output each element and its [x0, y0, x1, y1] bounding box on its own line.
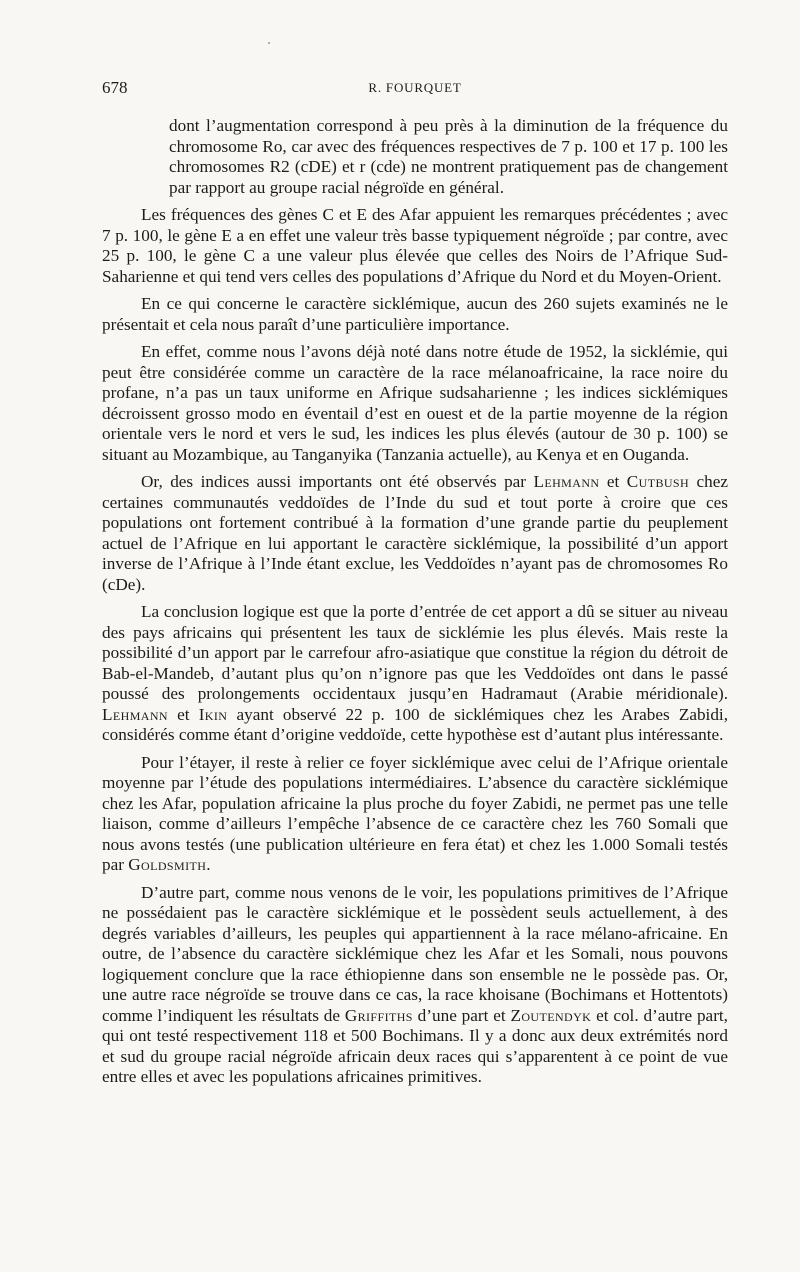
text-segment: et: [599, 472, 627, 491]
author-name: Lehmann: [533, 472, 600, 491]
author-name: Zoutendyk: [510, 1005, 592, 1025]
paragraph: [102, 883, 728, 1088]
text-segment: Les fréquences des gènes C et E des Afar appuient les remarques précédentes ; avec 7 p. 100, le gène E a en effet une valeur très basse typiquement négroïde ; par contre, avec 25 p. 100, le gène C a une valeur plus élevée que celles des Noirs de l’Afrique Sud-Saharienne et qui tend vers celles des populations d’Afrique du Nord et du Moyen-Orient.: [102, 205, 728, 286]
paragraph: [102, 116, 728, 198]
paragraph: [102, 205, 728, 287]
page-number: 678: [102, 78, 128, 97]
text-segment: Pour l’étayer, il reste à relier ce foyer sicklémique avec celui de l’Afrique orientale moyenne par l’étude des populations intermédiaires. L’absence du caractère sicklémique chez les Afar, population africaine la plus proche du foyer Zabidi, ne permet pas une telle liaison, comme d’ailleurs l’empêche l’absence de ce caractère chez les 760 Somali que nous avons testés (une publication ultérieure en fera état) et chez les 1.000 Somali testés par: [102, 752, 728, 874]
author-name: Goldsmith: [128, 855, 207, 874]
text-segment: .: [206, 855, 211, 874]
text-segment: et: [167, 704, 199, 724]
text-segment: d’une part et: [412, 1005, 511, 1025]
text-segment: En effet, comme nous l’avons déjà noté dans notre étude de 1952, la sicklémie, qui peut être considérée comme un caractère de la race mélanoafricaine, la race noire du profane, n’a pas un taux uniforme en Afrique sudsaharienne ; les indices sicklémiques décroissent grosso modo en éventail d’est en ouest et de la partie moyenne de la région orientale vers le nord et vers le sud, les indices les plus élevés (autour de 30 p. 100) se situant au Mozambique, au Tanganyika (Tanzania actuelle), au Kenya et en Ouganda.: [102, 342, 728, 464]
author-name: Griffiths: [344, 1005, 413, 1025]
author-name: Cutbush: [626, 472, 690, 491]
paper-speck: [268, 42, 270, 44]
text-segment: et col. d’autre part, qui ont testé respectivement 118 et 500 Bochimans. Il y a donc aux deux extrémités nord et sud du groupe racial négroïde africain deux races qui s’apparentent à ce point de vue entre elles et avec les populations africaines primitives.: [102, 1005, 728, 1086]
body-text: [102, 116, 728, 1095]
author-name: Lehmann: [102, 704, 168, 724]
text-segment: Or, des indices aussi importants ont été observés par: [141, 472, 534, 491]
running-head: R. FOURQUET: [368, 80, 462, 95]
paragraph: [102, 472, 728, 595]
text-segment: La conclusion logique est que la porte d’entrée de cet apport a dû se situer au niveau des pays africains qui présentent les taux de sicklémie les plus élevés. Mais reste la possibilité d’un apport par le carrefour afro-asiatique que constitue la région du détroit de Bab-el-Mandeb, d’autant plus qu’on n’ignore pas que les Veddoïdes ont dans le passé poussé des prolongements occidentaux jusqu’en Hadramaut (Arabie méridionale).: [102, 602, 728, 703]
text-segment: D’autre part, comme nous venons de le voir, les populations primitives de l’Afrique ne possédaient pas le caractère sicklémique et le possèdent seuls actuellement, à des degrés variables d’ailleurs, les peuples qui appartiennent à la race mélano-africaine. En outre, de l’absence du caractère sicklémique chez les Afar et les Somali, nous pouvons logiquement conclure que la race éthiopienne dans son ensemble ne le possède pas. Or, une autre race négroïde se trouve dans ce cas, la race khoisane (Bochimans et Hottentots) comme l’indiquent les résultats de: [102, 882, 728, 1025]
paragraph: [102, 294, 728, 335]
text-segment: dont l’augmentation correspond à peu près à la diminution de la fréquence du chromosome Ro, car avec des fréquences respectives de 7 p. 100 et 17 p. 100 les chromosomes R2 (cDE) et r (cde) ne montrent pratiquement pas de changement par rapport au groupe racial négroïde en général.: [169, 116, 728, 197]
paragraph: [102, 342, 728, 465]
paragraph: [102, 602, 728, 746]
author-name: Ikin: [198, 704, 228, 724]
text-segment: ayant observé 22 p. 100 de sicklémiques chez les Arabes Zabidi, considérés comme étant d’origine veddoïde, cette hypothèse est d’autant plus intéressante.: [102, 704, 729, 744]
page-header: [102, 78, 728, 102]
text-segment: chez certaines communautés veddoïdes de l’Inde du sud et tout porte à croire que ces populations ont fortement contribué à la formation d’une grande partie du peuplement actuel de l’Afrique en lui apportant le caractère sicklémique, la possibilité d’un apport inverse de l’Afrique à l’Inde étant exclue, les Veddoïdes n’ayant pas de chromosomes Ro (cDe).: [102, 472, 729, 594]
text-segment: En ce qui concerne le caractère sicklémique, aucun des 260 sujets examinés ne le présentait et cela nous paraît d’une particulière importance.: [102, 294, 728, 334]
paragraph: [102, 753, 728, 876]
